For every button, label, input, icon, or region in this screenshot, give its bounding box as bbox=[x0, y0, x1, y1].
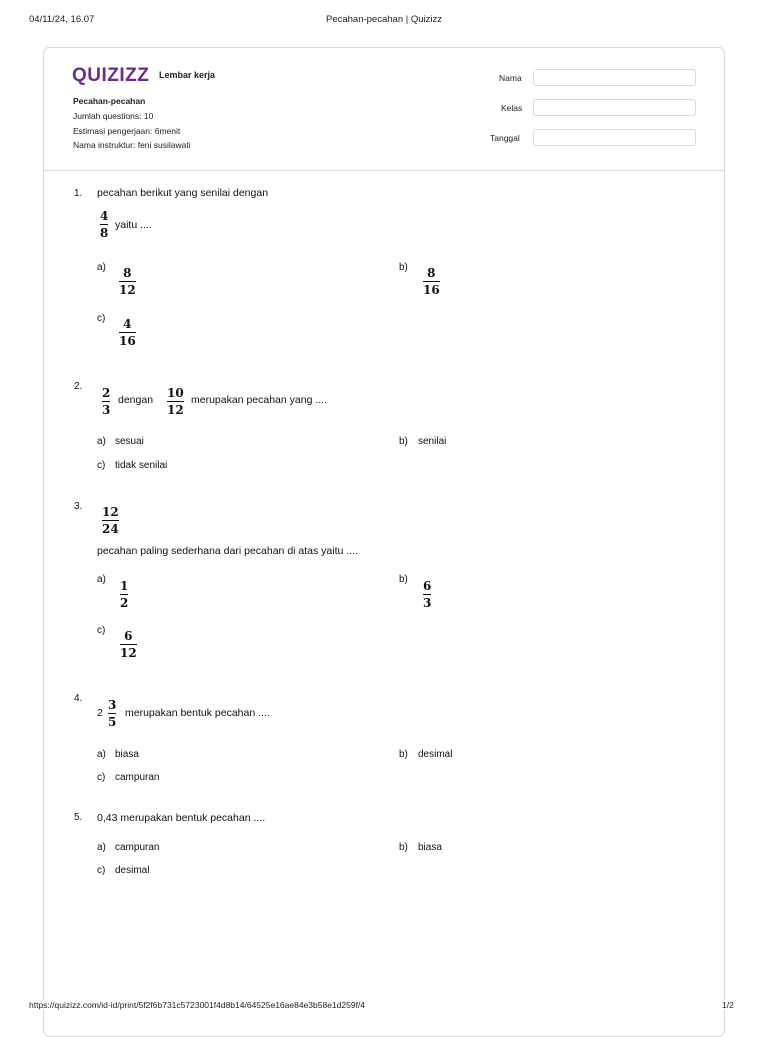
option-a[interactable]: biasa bbox=[115, 749, 139, 760]
question-number: 5. bbox=[74, 812, 83, 823]
option-c[interactable] bbox=[120, 629, 137, 660]
numerator: 4 bbox=[100, 209, 109, 223]
option-c-label: c) bbox=[97, 865, 106, 876]
denominator: 16 bbox=[423, 283, 440, 297]
option-a-label: a) bbox=[97, 574, 106, 585]
option-a-label: a) bbox=[97, 749, 106, 760]
option-b-label: b) bbox=[399, 436, 408, 447]
question-connector: dengan bbox=[118, 394, 154, 406]
question-suffix: yaitu .... bbox=[115, 219, 152, 231]
date-field[interactable] bbox=[533, 129, 696, 146]
numerator: 3 bbox=[108, 698, 117, 712]
option-c-label: c) bbox=[97, 313, 106, 324]
option-a[interactable]: campuran bbox=[115, 842, 160, 853]
quizizz-logo: QUIZIZZ bbox=[72, 65, 150, 86]
question-fraction bbox=[102, 505, 119, 536]
option-b[interactable] bbox=[423, 579, 431, 610]
numerator: 6 bbox=[124, 629, 133, 643]
worksheet-header bbox=[44, 48, 724, 171]
question-text: 0,43 merupakan bentuk pecahan .... bbox=[97, 812, 266, 824]
option-b-label: b) bbox=[399, 574, 408, 585]
numerator: 6 bbox=[423, 579, 432, 593]
question-text: merupakan bentuk pecahan .... bbox=[125, 707, 270, 719]
option-a[interactable] bbox=[120, 579, 128, 610]
option-c-label: c) bbox=[97, 625, 106, 636]
option-c[interactable]: tidak senilai bbox=[115, 460, 168, 471]
question-number: 2. bbox=[74, 381, 83, 392]
question-number: 4. bbox=[74, 693, 83, 704]
option-a-label: a) bbox=[97, 436, 106, 447]
option-a-label: a) bbox=[97, 262, 106, 273]
option-a-label: a) bbox=[97, 842, 106, 853]
question-fraction bbox=[100, 209, 108, 240]
denominator: 12 bbox=[120, 646, 137, 660]
denominator: 3 bbox=[423, 596, 432, 610]
option-a[interactable]: sesuai bbox=[115, 436, 144, 447]
print-page-number: 1/2 bbox=[722, 1000, 734, 1010]
option-a[interactable] bbox=[119, 266, 136, 297]
option-b[interactable]: senilai bbox=[418, 436, 447, 447]
option-c-label: c) bbox=[97, 772, 106, 783]
numerator: 8 bbox=[123, 266, 132, 280]
question-text: pecahan berikut yang senilai dengan bbox=[97, 187, 269, 199]
question-text: pecahan paling sederhana dari pecahan di atas yaitu .... bbox=[97, 545, 358, 557]
option-c-label: c) bbox=[97, 460, 106, 471]
print-datetime: 04/11/24, 16.07 bbox=[29, 14, 95, 25]
option-b-label: b) bbox=[399, 749, 408, 760]
denominator: 24 bbox=[102, 522, 119, 536]
question-count: Jumlah questions: 10 bbox=[73, 111, 154, 121]
denominator: 16 bbox=[119, 334, 136, 348]
numerator: 12 bbox=[102, 505, 119, 519]
class-field[interactable] bbox=[533, 99, 696, 116]
numerator: 4 bbox=[123, 317, 132, 331]
question-fraction-1 bbox=[102, 386, 110, 417]
denominator: 2 bbox=[120, 596, 129, 610]
worksheet-card bbox=[43, 47, 725, 1037]
name-field[interactable] bbox=[533, 69, 696, 86]
denominator: 12 bbox=[167, 403, 184, 417]
mixed-fraction bbox=[108, 698, 116, 729]
print-page-title: Pecahan-pecahan | Quizizz bbox=[325, 14, 442, 25]
class-label: Kelas bbox=[501, 103, 523, 113]
option-c[interactable]: desimal bbox=[115, 865, 150, 876]
question-number: 1. bbox=[74, 188, 83, 199]
mixed-whole: 2 bbox=[97, 707, 103, 719]
question-number: 3. bbox=[74, 501, 83, 512]
option-b-label: b) bbox=[399, 262, 408, 273]
option-b[interactable]: desimal bbox=[418, 749, 453, 760]
numerator: 8 bbox=[427, 266, 436, 280]
numerator: 2 bbox=[102, 386, 111, 400]
option-b[interactable]: biasa bbox=[418, 842, 442, 853]
time-estimate: Estimasi pengerjaan: 6menit bbox=[73, 126, 181, 136]
option-c[interactable]: campuran bbox=[115, 772, 160, 783]
date-label: Tanggal bbox=[490, 133, 520, 143]
denominator: 5 bbox=[108, 715, 117, 729]
numerator: 10 bbox=[167, 386, 184, 400]
instructor-name: Nama instruktur: feni susilawati bbox=[73, 140, 191, 150]
option-b-label: b) bbox=[399, 842, 408, 853]
worksheet-type-label: Lembar kerja bbox=[159, 70, 216, 80]
question-text: merupakan pecahan yang .... bbox=[191, 394, 328, 406]
numerator: 1 bbox=[120, 579, 129, 593]
print-url: https://quizizz.com/id-id/print/5f2f6b731c5723001f4d8b14/64525e16ae84e3b58e1d259f/4 bbox=[29, 1000, 369, 1010]
question-fraction-2 bbox=[167, 386, 184, 417]
worksheet-title: Pecahan-pecahan bbox=[73, 96, 146, 106]
option-b[interactable] bbox=[423, 266, 440, 297]
denominator: 12 bbox=[119, 283, 136, 297]
name-label: Nama bbox=[499, 73, 522, 83]
option-c[interactable] bbox=[119, 317, 136, 348]
denominator: 3 bbox=[102, 403, 111, 417]
denominator: 8 bbox=[100, 226, 109, 240]
